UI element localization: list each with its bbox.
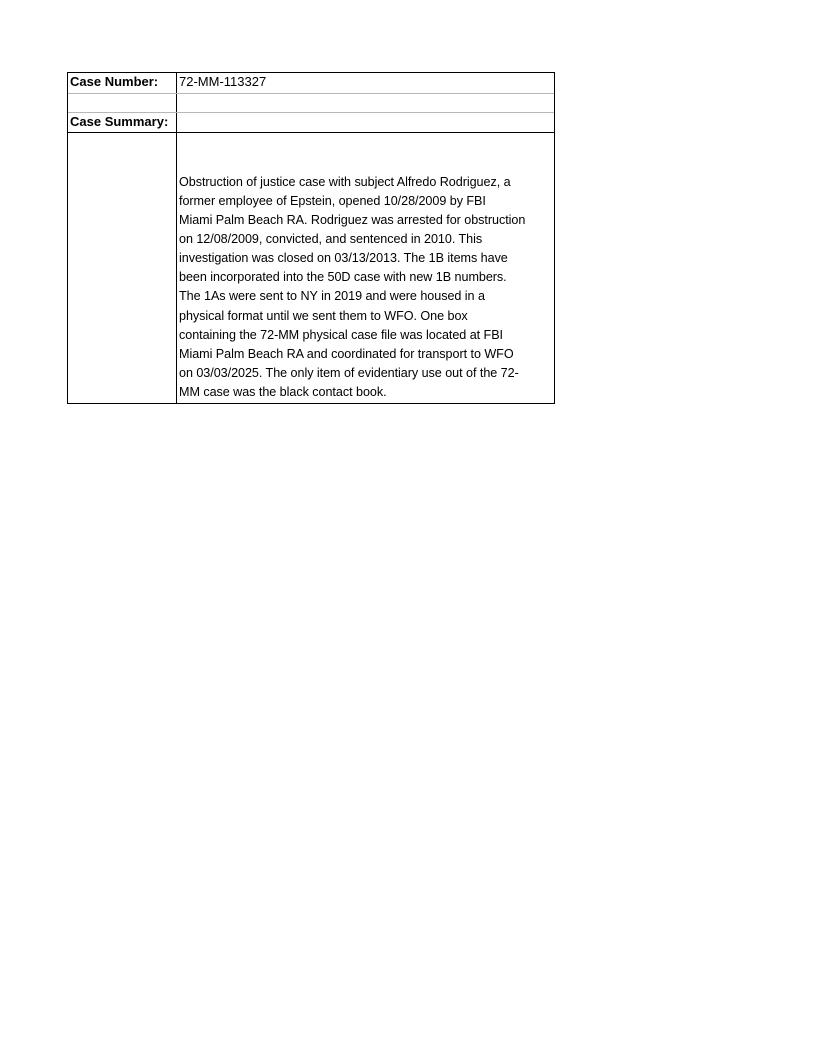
blank-value-cell bbox=[177, 94, 554, 112]
case-summary-body-label-cell bbox=[68, 133, 177, 403]
blank-row bbox=[68, 93, 554, 112]
case-number-label: Case Number: bbox=[68, 73, 177, 93]
blank-label-cell bbox=[68, 94, 177, 112]
case-summary-header-value bbox=[177, 113, 554, 132]
case-summary-text: Obstruction of justice case with subject Alfredo Rodriguez, a former employee of Epstein, opened 10/28/2009 by FBI Miami Palm Beach RA. Rodriguez was arrested for obstruction on 12/08/2009, convicted, and sentenced in 2010. This investigation was closed on 03/13/2013. The 1B items have been incorporated into the 50D case with new 1B numbers. The 1As were sent to NY in 2019 and were housed in a physical format until we sent them to WFO. One box containing the 72-MM physical case file was located at FBI Miami Palm Beach RA and coordinated for transport to WFO on 03/03/2025. The only item of evidentiary use out of the 72- MM case was the black contact book. bbox=[179, 174, 526, 399]
case-table bbox=[67, 72, 555, 404]
case-number-value: 72-MM-113327 bbox=[179, 74, 267, 89]
case-summary-body-row bbox=[68, 132, 554, 403]
case-number-row bbox=[68, 73, 554, 93]
case-summary-label: Case Summary: bbox=[68, 113, 177, 132]
case-summary-row bbox=[68, 112, 554, 132]
